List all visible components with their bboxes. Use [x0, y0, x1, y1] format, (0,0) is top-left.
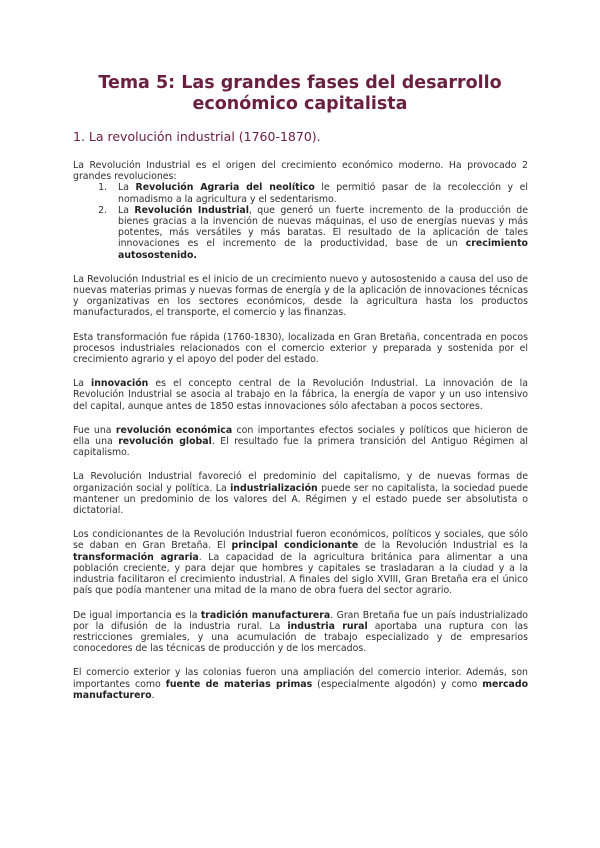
section-heading: 1. La revolución industrial (1760-1870).	[73, 129, 321, 144]
document-body	[73, 160, 528, 714]
paragraph: El comercio exterior y las colonias fueron una ampliación del comercio interior. Además, son importantes como fuente de materias primas (especialmente algodón) y como mercado manufacturero.	[73, 667, 529, 701]
paragraph: De igual importancia es la tradición manufacturera. Gran Bretaña fue un país industrializado por la difusión de la industria rural. La industria rural aportaba una ruptura con las restricciones gremiales, y una acumulación de trabajo especializado y de empresarios conocedores de las técnicas de producción y de los mercados.	[73, 609, 529, 655]
list-item: 2. La Revolución Industrial, que generó un fuerte incremento de la producción de bienes gracias a la invención de nuevas máquinas, el uso de energías nuevas y más potentes, más versátiles y más baratas. El resultado de la aplicación de tales innovaciones es el incremento de la productividad, base de un crecimiento autosostenido.	[110, 205, 528, 261]
paragraph: Los condicionantes de la Revolución Industrial fueron económicos, políticos y sociales, que sólo se daban en Gran Bretaña. El principal condicionante de la Revolución Industrial es la transformación agraria. La capacidad de la agricultura británica para alimentar a una población creciente, y para dejar que hombres y capitales se trasladaran a la ciudad y a la industria facilitaron el crecimiento industrial. A finales del siglo XVIII, Gran Bretaña era el único país que podía mantener una mitad de la mano de obra fuera del sector agrario.	[73, 529, 528, 597]
list-item: 1. La Revolución Agraria del neolítico le permitió pasar de la recolección y el nomadismo a la agricultura y el sedentarismo.	[110, 182, 528, 204]
page-title: Tema 5: Las grandes fases del desarrollo económico capitalista	[98, 73, 502, 114]
paragraph: La Revolución Industrial es el inicio de un crecimiento nuevo y autosostenido a causa del uso de nuevas materias primas y nuevas formas de energía y de la aplicación de innovaciones técnicas y organizativas en los sectores económicos, desde la agricultura hasta los productos manufacturados, el transporte, el comercio y las finanzas.	[73, 273, 528, 319]
revolutions-list	[73, 182, 528, 260]
paragraph: La innovación es el concepto central de la Revolución Industrial. La innovación de la Revolución Industrial se asocia al trabajo en la fábrica, la energía de vapor y un uso intensivo del capital, aunque antes de 1850 estas innovaciones sólo afectaban a pocos sectores.	[73, 378, 529, 412]
paragraph-intro: La Revolución Industrial es el origen del crecimiento económico moderno. Ha provocado 2 grandes revoluciones:	[73, 160, 528, 183]
paragraph: Fue una revolución económica con importantes efectos sociales y políticos que hicieron de ella una revolución global. El resultado fue la primera transición del Antiguo Régimen al capitalismo.	[73, 424, 529, 459]
paragraph: Esta transformación fue rápida (1760-1830), localizada en Gran Bretaña, concentrada en pocos procesos industriales relacionados con el comercio exterior y preparada y sostenida por el crecimiento agrario y el apoyo del poder del estado.	[73, 331, 528, 366]
paragraph: La Revolución Industrial favoreció el predominio del capitalismo, y de nuevas formas de organización social y política. La industrialización puede ser no capitalista, la sociedad puede mantener un predominio de los valores del A. Régimen y el estado puede ser absolutista o dictatorial.	[73, 471, 528, 517]
